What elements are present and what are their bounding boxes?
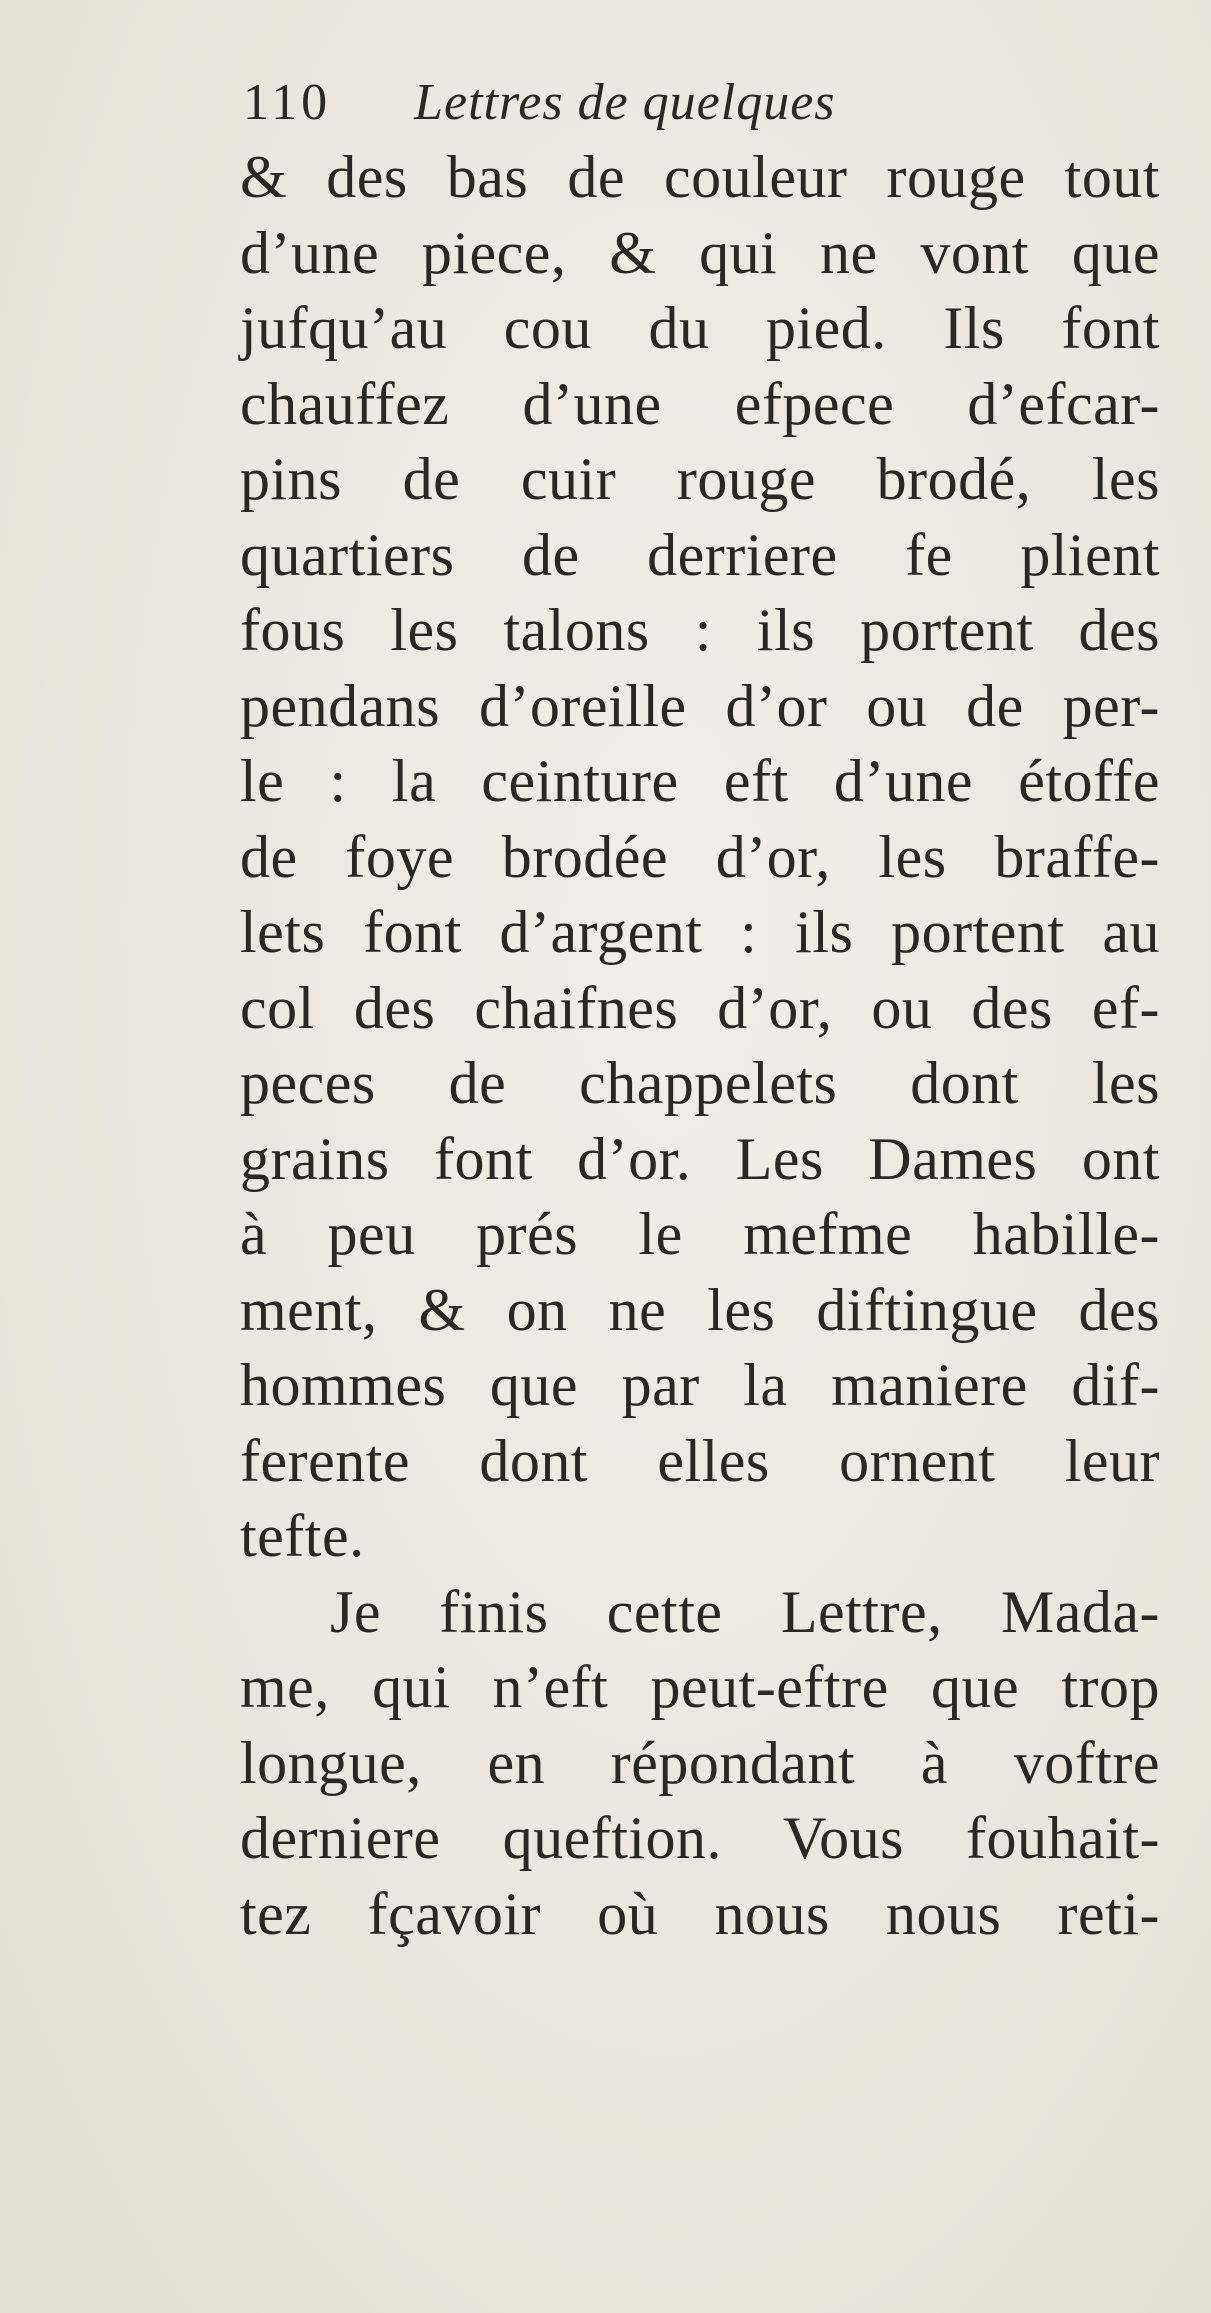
text-line: & des bas de couleur rouge tout — [240, 144, 1160, 210]
body-text — [240, 140, 1160, 1952]
text-line: ferente dont elles ornent leur — [240, 1427, 1160, 1494]
text-line: tez fçavoir où nous nous reti- — [240, 1880, 1160, 1947]
running-head: Lettres de quelques — [414, 74, 836, 131]
text-line: jufqu’au cou du pied. Ils font — [240, 295, 1160, 361]
paragraph-1 — [240, 140, 1160, 1575]
paragraph-2 — [240, 1575, 1160, 1953]
text-line: chauffez d’une efpece d’efcar- — [240, 370, 1160, 437]
text-line: lets font d’argent : ils portent au — [240, 899, 1160, 965]
page-header — [243, 68, 1073, 138]
text-line: derniere queftion. Vous fouhait- — [240, 1805, 1160, 1871]
text-line: ment, & on ne les diftingue des — [240, 1276, 1160, 1343]
text-line: grains font d’or. Les Dames ont — [240, 1125, 1160, 1192]
text-line: Je finis cette Lettre, Mada- — [330, 1578, 1160, 1645]
text-line: pins de cuir rouge brodé, les — [240, 446, 1160, 512]
text-line: le : la ceinture eft d’une étoffe — [240, 748, 1160, 814]
text-line: quartiers de derriere fe plient — [240, 521, 1160, 588]
text-line: me, qui n’eft peut-eftre que trop — [240, 1654, 1160, 1720]
text-line: à peu prés le mefme habille- — [240, 1201, 1160, 1267]
text-line: hommes que par la maniere dif- — [240, 1352, 1160, 1418]
text-line: fous les talons : ils portent des — [240, 597, 1160, 663]
text-line: peces de chappelets dont les — [240, 1050, 1160, 1116]
page-number: 110 — [243, 74, 332, 131]
text-line: longue, en répondant à voftre — [240, 1729, 1160, 1796]
text-line: pendans d’oreille d’or ou de per- — [240, 672, 1160, 739]
text-line: tefte. — [240, 1503, 365, 1569]
text-line: col des chaifnes d’or, ou des ef- — [240, 974, 1160, 1041]
text-line: d’une piece, & qui ne vont que — [240, 219, 1160, 286]
text-line: de foye brodée d’or, les braffe- — [240, 823, 1160, 890]
